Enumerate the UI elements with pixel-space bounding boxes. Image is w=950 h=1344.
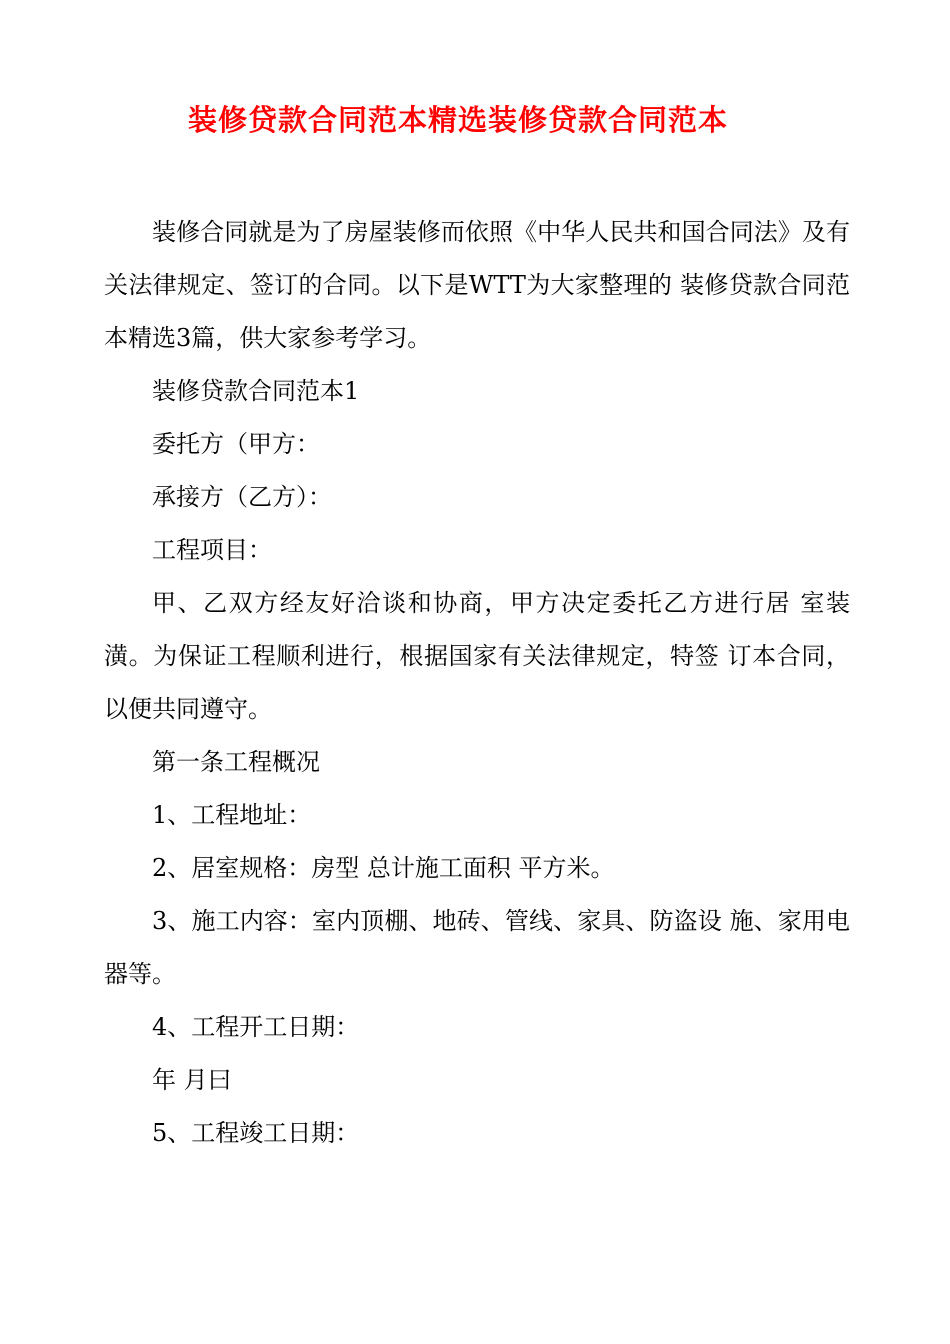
document-body	[104, 206, 850, 1160]
party-b-line: 承接方（乙方）：	[152, 483, 332, 511]
agreement-paragraph: 甲、乙双方经友好洽谈和协商，甲方决定委托乙方进行居 室装潢。为保证工程顺利进行，根据国家有关法律规定，特签 订本合同，以便共同遵守。	[104, 589, 850, 723]
article-1-heading: 第一条工程概况	[152, 748, 320, 776]
item-5-completion-date: 5、工程竣工日期：	[152, 1119, 360, 1147]
party-a-line: 委托方（甲方：	[152, 430, 320, 458]
intro-paragraph: 装修合同就是为了房屋装修而依照《中华人民共和国合同法》及有关法律规定、签订的合同。以下是WTT为大家整理的 装修贷款合同范本精选3篇，供大家参考学习。	[104, 218, 850, 352]
project-line: 工程项目：	[152, 536, 272, 564]
document-title: 装修贷款合同范本精选装修贷款合同范本	[187, 103, 728, 137]
date-placeholder-line: 年 月曰	[152, 1066, 232, 1094]
section-heading-contract-1: 装修贷款合同范本1	[152, 377, 360, 405]
item-2-specs: 2、居室规格：房型 总计施工面积 平方米。	[152, 854, 615, 882]
item-1-address: 1、工程地址：	[152, 801, 312, 829]
item-4-start-date: 4、工程开工日期：	[152, 1013, 360, 1041]
item-3-content: 3、施工内容：室内顶棚、地砖、管线、家具、防盗设 施、家用电器等。	[104, 907, 850, 988]
